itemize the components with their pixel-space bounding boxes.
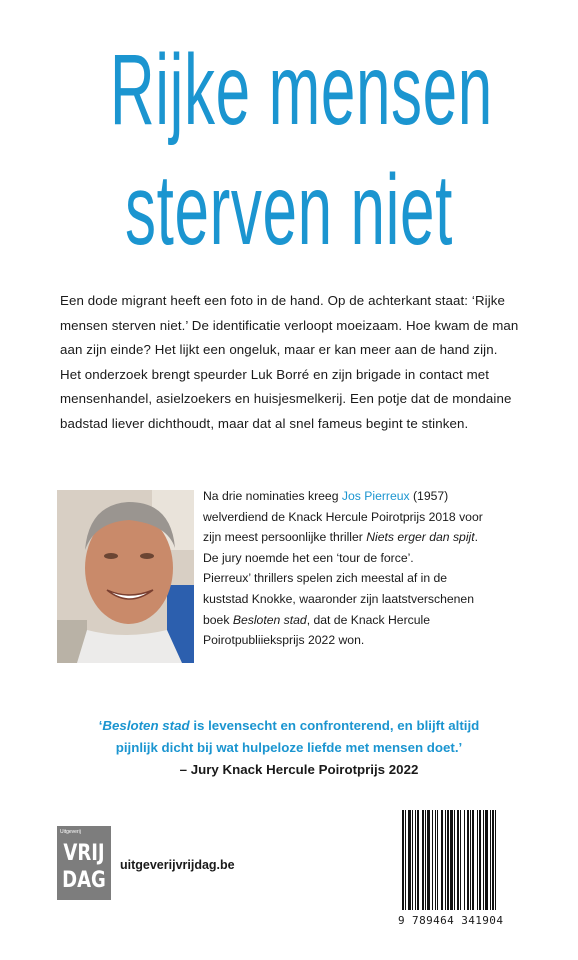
isbn-number: 9 789464 341904	[398, 914, 504, 927]
barcode-bar	[472, 810, 474, 910]
barcode-bar	[477, 810, 478, 910]
barcode-bar	[495, 810, 496, 910]
barcode-bar	[441, 810, 443, 910]
barcode-bar	[427, 810, 430, 910]
publisher-logo	[57, 826, 111, 900]
barcode-bar	[485, 810, 488, 910]
isbn-barcode	[398, 810, 526, 934]
barcode-bar	[415, 810, 416, 910]
barcode-bar	[417, 810, 419, 910]
barcode-bar	[437, 810, 438, 910]
barcode-bar	[454, 810, 455, 910]
author-bio	[203, 486, 533, 651]
bio-line: welverdiend de Knack Hercule Poirotprijs 2018 voor	[203, 509, 483, 524]
barcode-bar	[402, 810, 404, 910]
bio-text: , dat de Knack Hercule	[306, 612, 430, 627]
barcode-bar	[435, 810, 436, 910]
barcode-bar	[479, 810, 481, 910]
bio-line	[203, 486, 533, 507]
barcode-bar	[483, 810, 484, 910]
barcode-bar	[460, 810, 461, 910]
blurb-line: mensen sterven niet.’ De identificatie verloopt moeizaam. Hoe kwam de man	[60, 317, 519, 333]
barcode-bar	[470, 810, 471, 910]
barcode-bar	[490, 810, 491, 910]
logo-word-1: VRIJ	[63, 841, 105, 866]
review-quote	[40, 715, 538, 759]
publisher-website[interactable]: uitgeverijvrijdag.be	[120, 858, 235, 872]
barcode-bar	[457, 810, 459, 910]
barcode-bar	[450, 810, 453, 910]
barcode-bar	[464, 810, 465, 910]
bio-line: Poirotpubliieksprijs 2022 won.	[203, 633, 365, 648]
bio-line: Pierreux’ thrillers spelen zich meestal af in de	[203, 571, 448, 586]
barcode-bar	[492, 810, 494, 910]
quote-line-1	[40, 715, 538, 737]
quote-source: – Jury Knack Hercule Poirotprijs 2022	[179, 762, 419, 777]
barcode-bar	[467, 810, 469, 910]
blurb-line: badstad liever dichthoudt, maar dat al snel fameus begint te stinken.	[60, 415, 469, 431]
blurb	[60, 289, 530, 436]
logo-small-text: Uitgeverij	[60, 829, 81, 835]
bio-line	[203, 527, 533, 548]
author-photo	[57, 490, 194, 663]
title-line-1: Rijke mensen	[109, 34, 493, 146]
quote-line-2: pijnlijk dicht bij wat hulpeloze liefde met mensen doet.’	[115, 740, 463, 755]
blurb-line: mensenhandel, asielzoekers en huisjesmelkerij. Een potje dat de mondaine	[60, 391, 512, 406]
blurb-line: Het onderzoek brengt speurder Luk Borré en zijn brigade in contact met	[60, 366, 490, 382]
book-title-besloten-stad: Besloten stad	[232, 612, 307, 627]
bio-text: Na drie nominaties kreeg	[203, 489, 342, 503]
bio-text: .	[474, 530, 479, 545]
barcode-bars	[402, 810, 524, 910]
bio-line: kuststad Knokke, waaronder zijn laatstverschenen	[203, 591, 474, 606]
quote-mark: ‘	[98, 718, 103, 733]
author-name: Jos Pierreux	[341, 489, 410, 503]
barcode-bar	[425, 810, 426, 910]
barcode-bar	[447, 810, 449, 910]
blurb-line: aan zijn einde? Het lijkt een ongeluk, maar er kan meer aan de hand zijn.	[60, 342, 498, 357]
bio-line	[203, 610, 533, 631]
bio-line: De jury noemde het een ‘tour de force’.	[203, 550, 414, 565]
bio-text: boek	[203, 612, 233, 627]
quote-book-title: Besloten stad	[102, 718, 190, 733]
bio-text: zijn meest persoonlijke thriller	[203, 530, 367, 545]
blurb-line: Een dode migrant heeft een foto in de hand. Op de achterkant staat: ‘Rijke	[60, 293, 506, 308]
barcode-bar	[422, 810, 424, 910]
author-photo-illustration	[57, 490, 194, 663]
logo-word-2: DAG	[62, 868, 106, 893]
book-title-niets-erger: Niets erger dan spijt	[366, 530, 475, 545]
quote-text: is levensecht en confronterend, en blijft altijd	[189, 718, 480, 733]
barcode-bar	[408, 810, 411, 910]
barcode-bar	[445, 810, 446, 910]
barcode-bar	[405, 810, 406, 910]
barcode-bar	[412, 810, 413, 910]
title-line-2: sterven niet	[125, 154, 453, 266]
bio-text: (1957)	[409, 489, 449, 503]
barcode-bar	[432, 810, 433, 910]
